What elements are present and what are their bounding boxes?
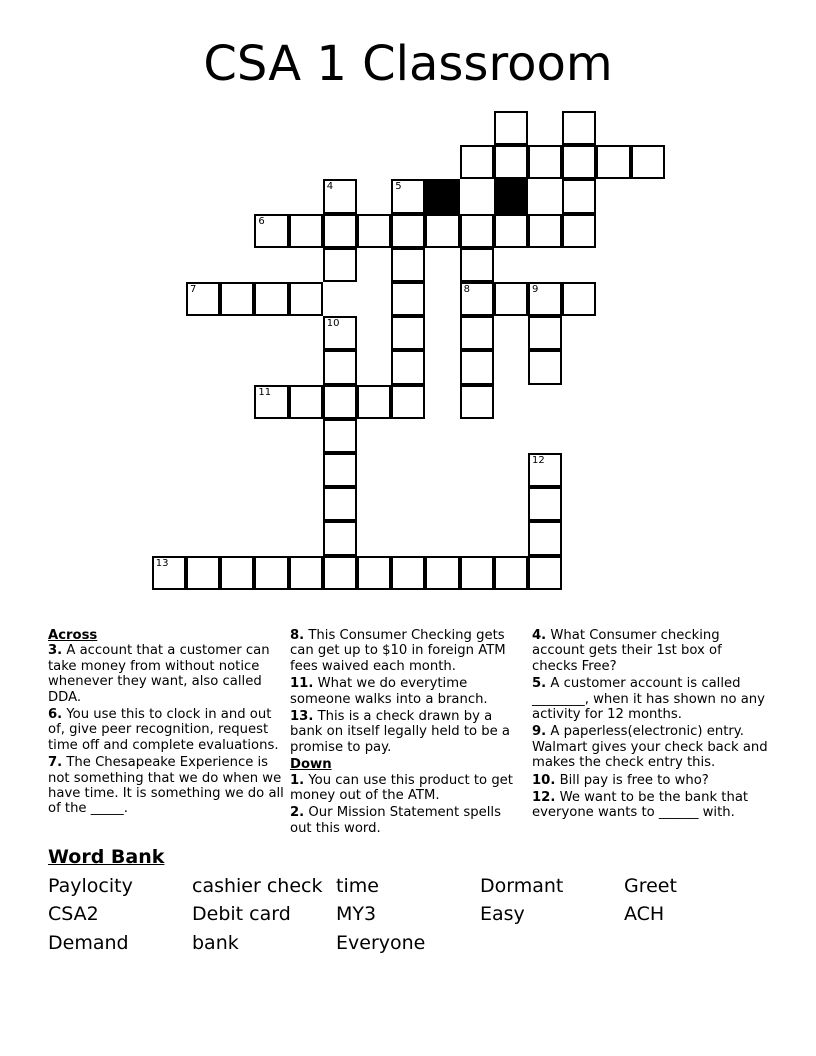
word-bank-item: bank [192,932,239,954]
grid-cell[interactable] [357,214,391,248]
clue-number-label: 1. [290,772,305,788]
grid-cell[interactable] [425,214,459,248]
grid-cell[interactable] [562,111,596,145]
puzzle-title: CSA 1 Classroom [203,36,613,92]
clues-column-2 [290,628,526,838]
grid-cell[interactable] [562,214,596,248]
clue [532,628,768,674]
word-bank-title: Word Bank [48,846,165,868]
clue-text: We want to be the bank that everyone wants to ______ with. [532,790,749,821]
clue-number-label: 2. [290,805,305,821]
grid-cell[interactable] [460,385,494,419]
clue-number-label: 13. [290,709,314,725]
clue [532,773,768,788]
grid-cell[interactable] [220,282,254,316]
clue-text: A account that a customer can take money from without notice whenever they want, also called DDA. [48,643,270,705]
grid-cell[interactable] [289,214,323,248]
clue-text: What we do everytime someone walks into a branch. [290,676,488,707]
grid-cell[interactable] [289,385,323,419]
grid-cell[interactable] [494,556,528,590]
down-heading: Down [290,757,332,773]
grid-cell[interactable] [186,282,220,316]
clue-number: 6 [258,215,265,227]
grid-cell[interactable] [391,556,425,590]
clue-number-label: 5. [532,676,547,692]
clue-text: The Chesapeake Experience is not something that we do when we have time. It is something we do all of the _____. [48,755,284,817]
word-bank-item: ACH [624,903,665,925]
clue-number-label: 4. [532,628,547,643]
word-bank-item: Everyone [336,932,426,954]
grid-cell[interactable] [323,214,357,248]
clue-text: This Consumer Checking gets can get up to $10 in foreign ATM fees waived each month. [290,628,506,674]
grid-cell[interactable] [528,556,562,590]
clue-number: 8 [463,284,470,295]
clue-number: 11 [258,386,272,398]
grid-cell[interactable] [323,179,357,213]
down-clues-list [290,773,526,837]
grid-cell[interactable] [323,487,357,521]
clue-text: Our Mission Statement spells out this word. [290,805,501,836]
grid-cell[interactable] [254,282,288,316]
grid-cell[interactable] [562,179,596,213]
grid-cell[interactable] [391,385,425,419]
clue-number: 9 [532,284,539,295]
grid-cell[interactable] [391,248,425,282]
clue-number-label: 10. [532,772,556,788]
clue-number: 5 [395,181,402,193]
clue [290,805,526,836]
grid-cell[interactable] [323,248,357,282]
clue [48,643,284,705]
grid-cell[interactable] [528,145,562,179]
grid-cell[interactable] [425,556,459,590]
clue [532,724,768,770]
clue [290,709,526,755]
grid-cell[interactable] [220,556,254,590]
grid-cell[interactable] [494,282,528,316]
grid-cell[interactable] [596,145,630,179]
clue-number: 7 [190,284,197,295]
grid-cell[interactable] [460,350,494,384]
word-bank-item: Dormant [480,875,564,897]
grid-cell[interactable] [494,145,528,179]
clue-number-label: 12. [532,790,556,806]
word-bank-item: Demand [48,932,129,954]
clues-column-1 [48,628,284,819]
grid-cell[interactable] [323,419,357,453]
word-bank-item: Paylocity [48,875,133,897]
grid-cell[interactable] [254,385,288,419]
grid-cell[interactable] [562,145,596,179]
across-heading: Across [48,628,98,643]
clue-text: You can use this product to get money out of the ATM. [290,772,513,804]
clue [48,707,284,753]
clue [532,676,768,722]
grid-cell[interactable] [460,282,494,316]
clue [290,676,526,707]
grid-cell[interactable] [323,316,357,350]
grid-cell[interactable] [460,556,494,590]
clue [48,755,284,817]
grid-cell[interactable] [528,487,562,521]
grid-cell[interactable] [460,248,494,282]
grid-cell[interactable] [528,350,562,384]
clue-number: 13 [155,557,169,569]
grid-cell[interactable] [323,521,357,555]
word-bank-item: cashier check [192,875,323,897]
word-bank-item: Easy [480,903,525,925]
clue-number-label: 9. [532,724,547,740]
grid-cell[interactable] [460,214,494,248]
word-bank-item: Debit card [192,903,291,925]
grid-cell[interactable] [152,556,186,590]
grid-cell[interactable] [460,316,494,350]
grid-cell[interactable] [323,385,357,419]
clue-text: A paperless(electronic) entry. Walmart gives your check back and makes the check entry this. [532,724,768,771]
word-bank-item: MY3 [336,903,377,925]
grid-cell[interactable] [323,556,357,590]
grid-cell[interactable] [528,282,562,316]
grid-cell[interactable] [323,453,357,487]
clue [290,773,526,804]
grid-cell[interactable] [289,556,323,590]
word-bank-item: time [336,875,379,897]
clue [532,790,768,821]
down-clues-list-continued [532,628,768,821]
clue-number-label: 6. [48,707,63,723]
clue-number-label: 11. [290,676,314,692]
grid-cell[interactable] [323,350,357,384]
grid-cell[interactable] [357,385,391,419]
grid-cell[interactable] [494,111,528,145]
clue-number-label: 8. [290,628,305,643]
grid-cell[interactable] [186,556,220,590]
grid-cell[interactable] [460,145,494,179]
grid-cell[interactable] [391,350,425,384]
grid-cell[interactable] [631,145,665,179]
grid-cell[interactable] [391,282,425,316]
clues-column-3 [532,628,768,823]
clue-text: This is a check drawn by a bank on itself legally held to be a promise to pay. [290,709,511,755]
grid-cell[interactable] [391,316,425,350]
clue-number-label: 3. [48,643,63,659]
grid-cell[interactable] [357,556,391,590]
word-bank-item: Greet [624,875,677,897]
black-square [425,179,459,213]
black-square [494,179,528,213]
grid-cell[interactable] [391,179,425,213]
clue-text: Bill pay is free to who? [555,772,709,788]
grid-cell[interactable] [494,214,528,248]
clue-number-label: 7. [48,755,63,771]
grid-cell[interactable] [254,556,288,590]
clue-number: 10 [326,318,340,330]
clue-text: A customer account is called ________, when it has shown no any activity for 12 months. [532,676,765,723]
clue-text: You use this to clock in and out of, give peer recognition, request time off and complete evaluations. [48,707,279,753]
grid-cell[interactable] [528,214,562,248]
clue-number: 12 [532,455,545,466]
clue-text: What Consumer checking account gets their 1st box of checks Free? [532,628,722,674]
grid-cell[interactable] [289,282,323,316]
grid-cell[interactable] [528,316,562,350]
clue-number: 4 [326,181,334,193]
grid-cell[interactable] [528,521,562,555]
grid-cell[interactable] [391,214,425,248]
across-clues-list [48,643,284,816]
grid-cell[interactable] [254,214,288,248]
grid-cell[interactable] [562,282,596,316]
grid-cell[interactable] [528,453,562,487]
clue [290,628,526,674]
word-bank-item: CSA2 [48,903,99,925]
across-clues-list-continued [290,628,526,755]
